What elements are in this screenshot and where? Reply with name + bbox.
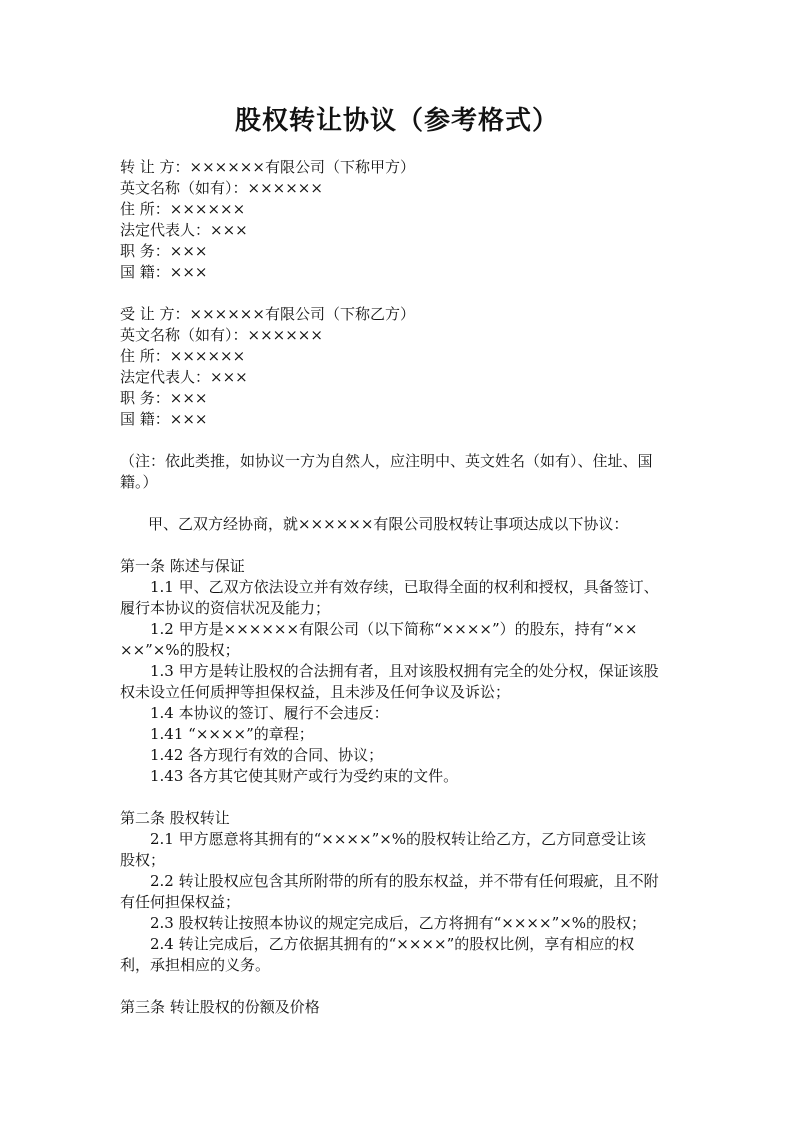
text-line: 1.4 本协议的签订、履行不会违反： bbox=[150, 704, 389, 722]
text-line: 2.4 转让完成后，乙方依据其拥有的“××××”的股权比例，享有相应的权 bbox=[150, 935, 635, 953]
text-line: 法定代表人：××× bbox=[120, 368, 248, 386]
text-line: 受 让 方：××××××有限公司（下称乙方） bbox=[120, 305, 415, 323]
text-line: 履行本协议的资信状况及能力； bbox=[120, 599, 331, 617]
text-line: 国 籍：××× bbox=[120, 263, 208, 281]
text-line: 1.1 甲、乙双方依法设立并有效存续，已取得全面的权利和授权，具备签订、 bbox=[150, 578, 659, 596]
blank-line bbox=[120, 535, 710, 556]
blank-line bbox=[120, 976, 710, 997]
text-line: 股权； bbox=[120, 851, 166, 869]
text-line: 甲、乙双方经协商，就××××××有限公司股权转让事项达成以下协议： bbox=[148, 515, 629, 533]
section-heading: 第二条 股权转让 bbox=[120, 809, 230, 827]
text-line: （注：依此类推，如协议一方为自然人，应注明中、英文姓名（如有）、住址、国 bbox=[120, 452, 653, 470]
document-title: 股权转让协议（参考格式） bbox=[234, 106, 559, 136]
text-line: 1.42 各方现行有效的合同、协议； bbox=[150, 746, 384, 764]
text-line: ××”×%的股权； bbox=[120, 641, 240, 659]
section-heading: 第一条 陈述与保证 bbox=[120, 557, 245, 575]
text-line: 1.41 “××××”的章程； bbox=[150, 725, 314, 743]
blank-line bbox=[120, 787, 710, 808]
text-line: 1.3 甲方是转让股权的合法拥有者，且对该股权拥有完全的处分权，保证该股 bbox=[150, 662, 659, 680]
text-line: 英文名称（如有）：×××××× bbox=[120, 326, 323, 344]
blank-line bbox=[120, 493, 710, 514]
text-line: 2.3 股权转让按照本协议的规定完成后，乙方将拥有“××××”×%的股权； bbox=[150, 914, 647, 932]
document-body bbox=[120, 157, 710, 1018]
text-line: 1.2 甲方是××××××有限公司（以下简称“××××”）的股东，持有“×× bbox=[150, 620, 638, 638]
text-line: 转 让 方：××××××有限公司（下称甲方） bbox=[120, 158, 415, 176]
text-line: 国 籍：××× bbox=[120, 410, 208, 428]
blank-line bbox=[120, 283, 710, 304]
text-line: 利，承担相应的义务。 bbox=[120, 956, 271, 974]
text-line: 住 所：×××××× bbox=[120, 200, 246, 218]
text-line: 2.2 转让股权应包含其所附带的所有的股东权益，并不带有任何瑕疵，且不附 bbox=[150, 872, 659, 890]
text-line: 有任何担保权益； bbox=[120, 893, 241, 911]
text-line: 籍。） bbox=[120, 473, 158, 491]
text-line: 权未设立任何质押等担保权益，且未涉及任何争议及诉讼； bbox=[120, 683, 511, 701]
text-line: 职 务：××× bbox=[120, 389, 208, 407]
text-line: 住 所：×××××× bbox=[120, 347, 246, 365]
blank-line bbox=[120, 430, 710, 451]
section-heading: 第三条 转让股权的份额及价格 bbox=[120, 998, 320, 1016]
text-line: 2.1 甲方愿意将其拥有的“××××”×%的股权转让给乙方，乙方同意受让该 bbox=[150, 830, 647, 848]
text-line: 法定代表人：××× bbox=[120, 221, 248, 239]
text-line: 职 务：××× bbox=[120, 242, 208, 260]
text-line: 英文名称（如有）：×××××× bbox=[120, 179, 323, 197]
text-line: 1.43 各方其它使其财产或行为受约束的文件。 bbox=[150, 767, 459, 785]
